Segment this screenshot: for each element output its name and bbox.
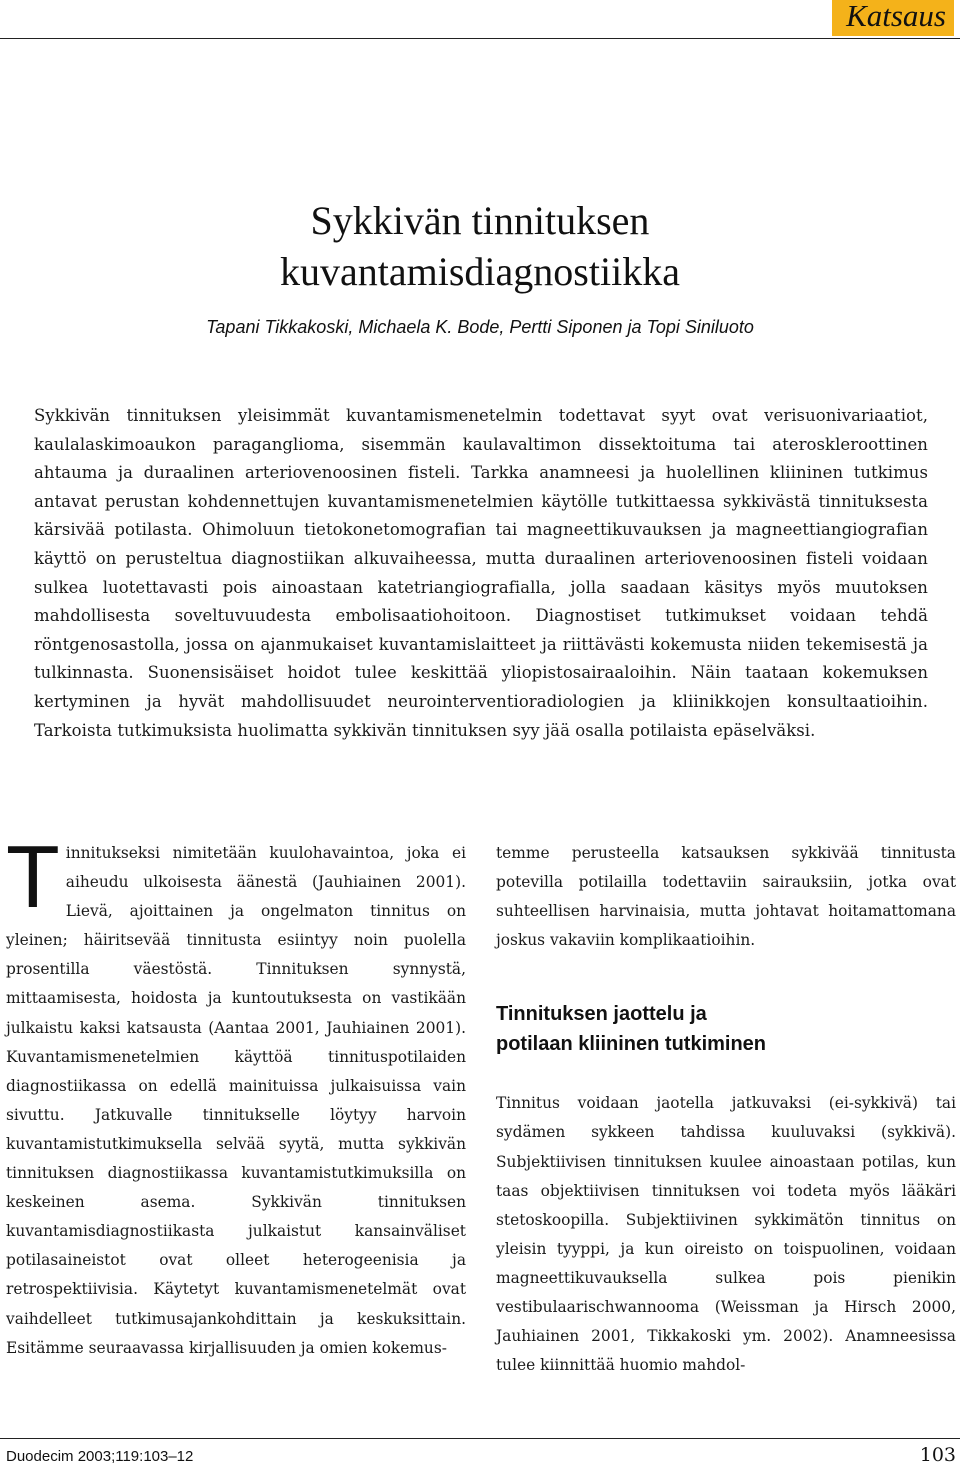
right-column	[496, 839, 956, 1380]
right-column-intro: temme perusteella katsauksen sykkivää tinnitusta potevilla potilailla todettaviin sairauksiin, jotka ovat suhteellisen harvinaisia, mutta johtavat hoitamattomana joskus vakaviin komplikaatioihin.	[496, 844, 956, 950]
section-heading	[496, 999, 956, 1059]
page-number: 103	[919, 1444, 956, 1466]
page-header	[0, 0, 960, 46]
left-column-text: innitukseksi nimitetään kuulohavaintoa, joka ei aiheudu ulkoisesta äänestä (Jauhiainen 2001). Lievä, ajoittainen ja ongelmaton tinnitus on yleinen; häiritsevää tinnitusta esiintyy noin puolella prosentilla väestöstä. Tinnituksen synnystä, mittaamisesta, hoidosta ja kuntoutuksesta on vastikään julkaistu kaksi katsausta (Aantaa 2001, Jauhiainen 2001). Kuvantamismenetelmien käyttöä tinnituspotilaiden diagnostiikassa on edellä mainituissa julkaisuissa vain sivuttu. Jatkuvalle tinnitukselle löytyy harvoin kuvantamistutkimuksella selvää syytä, mutta sykkivän tinnituksen diagnostiikassa kuvantamistutkimuksilla on keskeinen asema. Sykkivän tinnituksen kuvantamisdiagnostiikasta julkaistut kansainväliset potilasaineistot ovat olleet heterogeenisia ja retrospektiivisia. Käytetyt kuvantamismenetelmät ovat vaihdelleet tutkimusajankohdittain ja keskuksittain. Esitämme seuraavassa kirjallisuuden ja omien kokemus-	[6, 844, 466, 1357]
section-tag: Katsaus	[832, 0, 954, 36]
article-title-line-2: kuvantamisdiagnostiikka	[280, 249, 680, 294]
article-title	[0, 195, 960, 297]
journal-citation: Duodecim 2003;119:103–12	[6, 1448, 194, 1465]
article-abstract: Sykkivän tinnituksen yleisimmät kuvantamismenetelmin todettavat syyt ovat verisuonivariaatiot, kaulalaskimoaukon paraganglioma, sisemmän kaulavaltimon dissektoituma tai ateroskleroottinen ahtauma ja duraalinen arteriovenoosinen fisteli. Tarkka anamneesi ja huolellinen kliininen tutkimus antavat perustan kohdennettujen kuvantamismenetelmien käytölle tutkittaessa sykkivästä tinnituksesta kärsivää potilasta. Ohimoluun tietokonetomografian tai magneettikuvauksen ja magneettiangiografian käyttö on perusteltua diagnostiikan alkuvaiheessa, mutta duraalinen arteriovenoosinen fisteli voidaan sulkea luotettavasti pois ainoastaan katetriangiografialla, jolla saadaan käsitys myös muutoksen mahdollisesta soveltuvuudesta embolisaatiohoitoon. Diagnostiset tutkimukset voidaan tehdä röntgenosastolla, jossa on ajanmukaiset kuvantamislaitteet ja riittävästi kokemusta niiden tekemisestä ja tulkinnasta. Suonensisäiset hoidot tulee keskittää yliopistosairaaloihin. Näin taataan kokemuksen kertyminen ja hyvät mahdollisuudet neurointerventioradiologien ja kliinikkojen konsultaatioihin. Tarkoista tutkimuksista huolimatta sykkivän tinnituksen syy jää osalla potilaista epäselväksi.	[34, 406, 928, 740]
right-column-body: Tinnitus voidaan jaotella jatkuvaksi (ei-sykkivä) tai sydämen sykkeen tahdissa kuuluvaksi (sykkivä). Subjektiivisen tinnituksen kuulee ainoastaan potilas, kun taas objektiivisen tinnituksen voi todeta myös lääkäri stetoskoopilla. Subjektiivinen sykkimätön tinnitus on yleisin tyyppi, ja kun oireisto on toispuolinen, voidaan magneettikuvauksella sulkea pois pienikin vestibulaarischwannooma (Weissman ja Hirsch 2000, Jauhiainen 2001, Tikkakoski ym. 2002). Anamneesissa tulee kiinnittää huomio mahdol-	[496, 1094, 956, 1375]
section-heading-line-1: Tinnituksen jaottelu ja	[496, 1003, 707, 1026]
header-rule	[0, 38, 960, 39]
article-title-line-1: Sykkivän tinnituksen	[310, 198, 650, 243]
drop-cap: T	[6, 827, 60, 926]
left-column	[6, 827, 466, 1363]
article-authors: Tapani Tikkakoski, Michaela K. Bode, Pertti Siponen ja Topi Siniluoto	[206, 317, 754, 337]
section-heading-line-2: potilaan kliininen tutkiminen	[496, 1033, 767, 1056]
footer-rule	[0, 1438, 960, 1439]
